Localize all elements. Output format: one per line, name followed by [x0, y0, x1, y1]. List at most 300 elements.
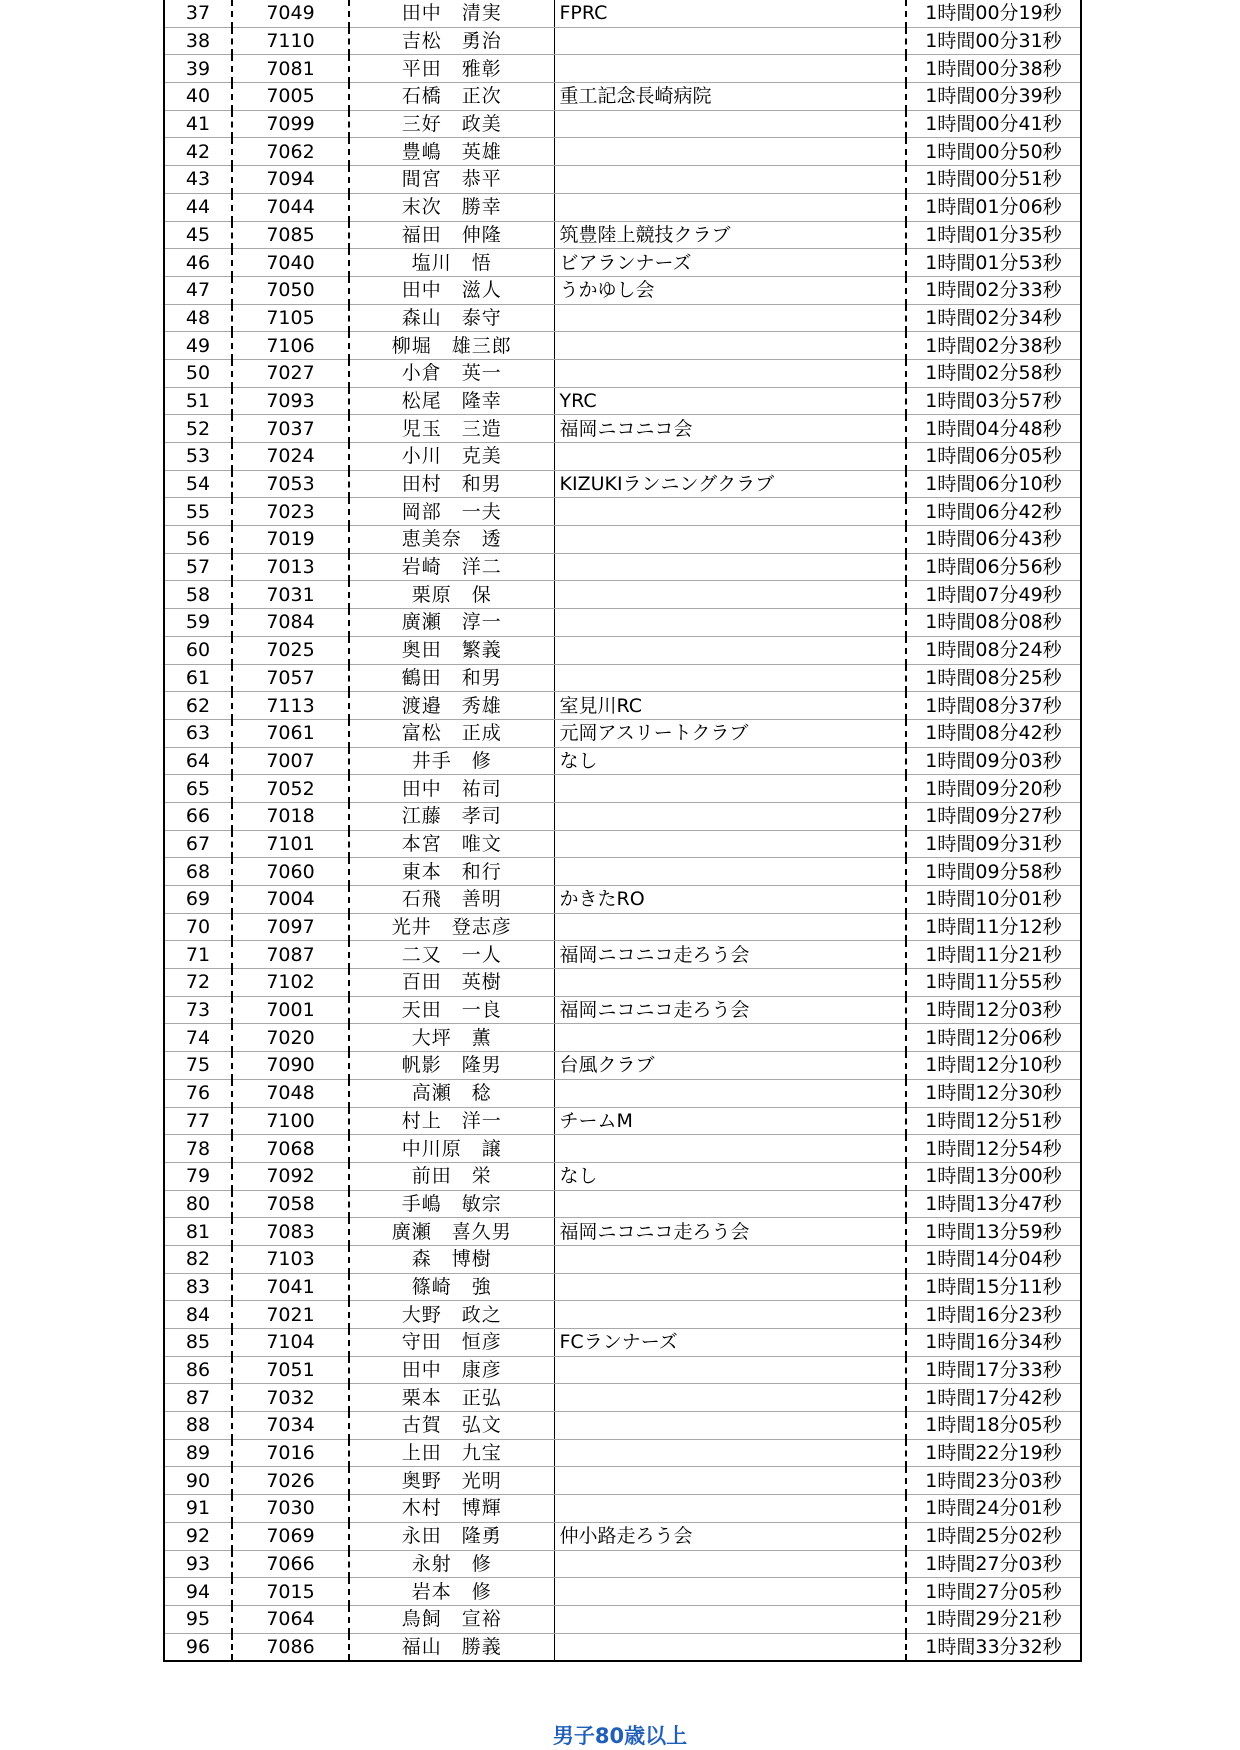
rank-cell: 79	[164, 1162, 232, 1190]
rank-cell: 49	[164, 332, 232, 360]
bib-number-cell: 7086	[232, 1633, 349, 1661]
club-name-cell	[554, 830, 906, 858]
bib-number-cell: 7062	[232, 138, 349, 166]
rank-cell: 40	[164, 83, 232, 111]
rank-cell: 87	[164, 1384, 232, 1412]
table-row	[164, 1190, 1081, 1218]
club-name-cell	[554, 1439, 906, 1467]
runner-name-cell: 百田 英樹	[349, 969, 554, 997]
table-row	[164, 276, 1081, 304]
runner-name-cell: 江藤 孝司	[349, 802, 554, 830]
runner-name-cell: 守田 恒彦	[349, 1329, 554, 1357]
rank-cell: 45	[164, 221, 232, 249]
finish-time-cell: 1時間15分11秒	[906, 1273, 1081, 1301]
table-row	[164, 553, 1081, 581]
bib-number-cell: 7007	[232, 747, 349, 775]
bib-number-cell: 7110	[232, 27, 349, 55]
bib-number-cell: 7040	[232, 249, 349, 277]
rank-cell: 90	[164, 1467, 232, 1495]
finish-time-cell: 1時間12分54秒	[906, 1135, 1081, 1163]
table-row	[164, 1273, 1081, 1301]
finish-time-cell: 1時間11分12秒	[906, 913, 1081, 941]
runner-name-cell: 児玉 三造	[349, 415, 554, 443]
club-name-cell	[554, 110, 906, 138]
club-name-cell	[554, 1245, 906, 1273]
table-row	[164, 27, 1081, 55]
finish-time-cell: 1時間02分34秒	[906, 304, 1081, 332]
table-row	[164, 359, 1081, 387]
finish-time-cell: 1時間06分05秒	[906, 443, 1081, 471]
rank-cell: 38	[164, 27, 232, 55]
runner-name-cell: 篠崎 強	[349, 1273, 554, 1301]
club-name-cell: 福岡ニコニコ走ろう会	[554, 941, 906, 969]
runner-name-cell: 田村 和男	[349, 470, 554, 498]
club-name-cell	[554, 359, 906, 387]
runner-name-cell: 柳堀 雄三郎	[349, 332, 554, 360]
bib-number-cell: 7100	[232, 1107, 349, 1135]
finish-time-cell: 1時間27分03秒	[906, 1550, 1081, 1578]
finish-time-cell: 1時間13分47秒	[906, 1190, 1081, 1218]
bib-number-cell: 7048	[232, 1079, 349, 1107]
rank-cell: 84	[164, 1301, 232, 1329]
finish-time-cell: 1時間00分31秒	[906, 27, 1081, 55]
rank-cell: 65	[164, 775, 232, 803]
runner-name-cell: 永田 隆勇	[349, 1522, 554, 1550]
runner-name-cell: 田中 康彦	[349, 1356, 554, 1384]
bib-number-cell: 7025	[232, 636, 349, 664]
table-row	[164, 581, 1081, 609]
rank-cell: 71	[164, 941, 232, 969]
club-name-cell	[554, 581, 906, 609]
table-row	[164, 1079, 1081, 1107]
finish-time-cell: 1時間12分03秒	[906, 996, 1081, 1024]
club-name-cell	[554, 193, 906, 221]
bib-number-cell: 7030	[232, 1495, 349, 1523]
bib-number-cell: 7083	[232, 1218, 349, 1246]
table-row	[164, 1245, 1081, 1273]
runner-name-cell: 天田 一良	[349, 996, 554, 1024]
runner-name-cell: 間宮 恭平	[349, 166, 554, 194]
rank-cell: 57	[164, 553, 232, 581]
runner-name-cell: 中川原 譲	[349, 1135, 554, 1163]
table-row	[164, 1522, 1081, 1550]
table-row	[164, 304, 1081, 332]
club-name-cell: なし	[554, 1162, 906, 1190]
finish-time-cell: 1時間09分58秒	[906, 858, 1081, 886]
rank-cell: 37	[164, 0, 232, 27]
finish-time-cell: 1時間02分38秒	[906, 332, 1081, 360]
club-name-cell	[554, 1024, 906, 1052]
rank-cell: 92	[164, 1522, 232, 1550]
rank-cell: 53	[164, 443, 232, 471]
rank-cell: 70	[164, 913, 232, 941]
runner-name-cell: 本宮 唯文	[349, 830, 554, 858]
bib-number-cell: 7049	[232, 0, 349, 27]
club-name-cell: 筑豊陸上競技クラブ	[554, 221, 906, 249]
club-name-cell: 福岡ニコニコ走ろう会	[554, 996, 906, 1024]
finish-time-cell: 1時間12分06秒	[906, 1024, 1081, 1052]
rank-cell: 96	[164, 1633, 232, 1661]
runner-name-cell: 井手 修	[349, 747, 554, 775]
runner-name-cell: 光井 登志彦	[349, 913, 554, 941]
runner-name-cell: 永射 修	[349, 1550, 554, 1578]
bib-number-cell: 7018	[232, 802, 349, 830]
club-name-cell: 重工記念長崎病院	[554, 83, 906, 111]
finish-time-cell: 1時間06分43秒	[906, 526, 1081, 554]
rank-cell: 47	[164, 276, 232, 304]
finish-time-cell: 1時間27分05秒	[906, 1578, 1081, 1606]
club-name-cell	[554, 1384, 906, 1412]
rank-cell: 61	[164, 664, 232, 692]
table-row	[164, 1329, 1081, 1357]
table-row	[164, 1024, 1081, 1052]
club-name-cell: 福岡ニコニコ会	[554, 415, 906, 443]
rank-cell: 66	[164, 802, 232, 830]
table-row	[164, 0, 1081, 27]
finish-time-cell: 1時間14分04秒	[906, 1245, 1081, 1273]
bib-number-cell: 7090	[232, 1052, 349, 1080]
finish-time-cell: 1時間00分41秒	[906, 110, 1081, 138]
runner-name-cell: 田中 清実	[349, 0, 554, 27]
finish-time-cell: 1時間02分33秒	[906, 276, 1081, 304]
table-row	[164, 332, 1081, 360]
club-name-cell	[554, 1356, 906, 1384]
bib-number-cell: 7044	[232, 193, 349, 221]
club-name-cell	[554, 636, 906, 664]
finish-time-cell: 1時間12分30秒	[906, 1079, 1081, 1107]
club-name-cell	[554, 913, 906, 941]
bib-number-cell: 7057	[232, 664, 349, 692]
club-name-cell: 元岡アスリートクラブ	[554, 719, 906, 747]
rank-cell: 44	[164, 193, 232, 221]
finish-time-cell: 1時間16分23秒	[906, 1301, 1081, 1329]
runner-name-cell: 豊嶋 英雄	[349, 138, 554, 166]
table-row	[164, 636, 1081, 664]
runner-name-cell: 田中 滋人	[349, 276, 554, 304]
finish-time-cell: 1時間08分25秒	[906, 664, 1081, 692]
bib-number-cell: 7102	[232, 969, 349, 997]
table-row	[164, 193, 1081, 221]
table-row	[164, 1356, 1081, 1384]
club-name-cell: FCランナーズ	[554, 1329, 906, 1357]
rank-cell: 77	[164, 1107, 232, 1135]
club-name-cell	[554, 498, 906, 526]
bib-number-cell: 7023	[232, 498, 349, 526]
finish-time-cell: 1時間23分03秒	[906, 1467, 1081, 1495]
club-name-cell	[554, 1301, 906, 1329]
rank-cell: 42	[164, 138, 232, 166]
runner-name-cell: 手嶋 敏宗	[349, 1190, 554, 1218]
bib-number-cell: 7020	[232, 1024, 349, 1052]
club-name-cell	[554, 304, 906, 332]
rank-cell: 63	[164, 719, 232, 747]
rank-cell: 93	[164, 1550, 232, 1578]
bib-number-cell: 7097	[232, 913, 349, 941]
rank-cell: 54	[164, 470, 232, 498]
bib-number-cell: 7027	[232, 359, 349, 387]
finish-time-cell: 1時間01分53秒	[906, 249, 1081, 277]
bib-number-cell: 7103	[232, 1245, 349, 1273]
runner-name-cell: 福田 伸隆	[349, 221, 554, 249]
rank-cell: 89	[164, 1439, 232, 1467]
table-row	[164, 1162, 1081, 1190]
runner-name-cell: 塩川 悟	[349, 249, 554, 277]
table-row	[164, 221, 1081, 249]
club-name-cell: 台風クラブ	[554, 1052, 906, 1080]
bib-number-cell: 7019	[232, 526, 349, 554]
rank-cell: 41	[164, 110, 232, 138]
runner-name-cell: 岩本 修	[349, 1578, 554, 1606]
bib-number-cell: 7037	[232, 415, 349, 443]
table-row	[164, 1550, 1081, 1578]
rank-cell: 74	[164, 1024, 232, 1052]
club-name-cell	[554, 664, 906, 692]
finish-time-cell: 1時間07分49秒	[906, 581, 1081, 609]
bib-number-cell: 7041	[232, 1273, 349, 1301]
finish-time-cell: 1時間24分01秒	[906, 1495, 1081, 1523]
finish-time-cell: 1時間02分58秒	[906, 359, 1081, 387]
finish-time-cell: 1時間18分05秒	[906, 1412, 1081, 1440]
club-name-cell	[554, 802, 906, 830]
table-row	[164, 858, 1081, 886]
club-name-cell	[554, 1273, 906, 1301]
runner-name-cell: 森 博樹	[349, 1245, 554, 1273]
runner-name-cell: 帆影 隆男	[349, 1052, 554, 1080]
bib-number-cell: 7081	[232, 55, 349, 83]
runner-name-cell: 古賀 弘文	[349, 1412, 554, 1440]
finish-time-cell: 1時間01分35秒	[906, 221, 1081, 249]
club-name-cell: チームM	[554, 1107, 906, 1135]
runner-name-cell: 富松 正成	[349, 719, 554, 747]
club-name-cell	[554, 1633, 906, 1661]
club-name-cell	[554, 1467, 906, 1495]
bib-number-cell: 7001	[232, 996, 349, 1024]
club-name-cell: 福岡ニコニコ走ろう会	[554, 1218, 906, 1246]
runner-name-cell: 木村 博輝	[349, 1495, 554, 1523]
rank-cell: 64	[164, 747, 232, 775]
rank-cell: 59	[164, 609, 232, 637]
bib-number-cell: 7032	[232, 1384, 349, 1412]
club-name-cell	[554, 1605, 906, 1633]
rank-cell: 58	[164, 581, 232, 609]
bib-number-cell: 7050	[232, 276, 349, 304]
bib-number-cell: 7051	[232, 1356, 349, 1384]
rank-cell: 43	[164, 166, 232, 194]
finish-time-cell: 1時間22分19秒	[906, 1439, 1081, 1467]
bib-number-cell: 7004	[232, 886, 349, 914]
table-row	[164, 1467, 1081, 1495]
rank-cell: 86	[164, 1356, 232, 1384]
table-row	[164, 969, 1081, 997]
finish-time-cell: 1時間08分42秒	[906, 719, 1081, 747]
club-name-cell: うかゆし会	[554, 276, 906, 304]
table-row	[164, 470, 1081, 498]
runner-name-cell: 岩崎 洋二	[349, 553, 554, 581]
finish-time-cell: 1時間00分51秒	[906, 166, 1081, 194]
club-name-cell	[554, 609, 906, 637]
club-name-cell	[554, 775, 906, 803]
table-row	[164, 1633, 1081, 1661]
bib-number-cell: 7113	[232, 692, 349, 720]
bib-number-cell: 7052	[232, 775, 349, 803]
table-row	[164, 1439, 1081, 1467]
table-row	[164, 913, 1081, 941]
rank-cell: 48	[164, 304, 232, 332]
finish-time-cell: 1時間11分55秒	[906, 969, 1081, 997]
runner-name-cell: 恵美奈 透	[349, 526, 554, 554]
table-row	[164, 415, 1081, 443]
rank-cell: 76	[164, 1079, 232, 1107]
runner-name-cell: 奥野 光明	[349, 1467, 554, 1495]
rank-cell: 94	[164, 1578, 232, 1606]
bib-number-cell: 7013	[232, 553, 349, 581]
rank-cell: 73	[164, 996, 232, 1024]
bib-number-cell: 7060	[232, 858, 349, 886]
finish-time-cell: 1時間08分37秒	[906, 692, 1081, 720]
table-row	[164, 664, 1081, 692]
club-name-cell	[554, 443, 906, 471]
bib-number-cell: 7092	[232, 1162, 349, 1190]
table-row	[164, 1495, 1081, 1523]
bib-number-cell: 7106	[232, 332, 349, 360]
table-row	[164, 387, 1081, 415]
runner-name-cell: 大野 政之	[349, 1301, 554, 1329]
club-name-cell	[554, 1495, 906, 1523]
rank-cell: 52	[164, 415, 232, 443]
finish-time-cell: 1時間01分06秒	[906, 193, 1081, 221]
runner-name-cell: 末次 勝幸	[349, 193, 554, 221]
rank-cell: 39	[164, 55, 232, 83]
results-table	[163, 0, 1082, 1662]
bib-number-cell: 7099	[232, 110, 349, 138]
runner-name-cell: 小倉 英一	[349, 359, 554, 387]
rank-cell: 78	[164, 1135, 232, 1163]
bib-number-cell: 7094	[232, 166, 349, 194]
runner-name-cell: 岡部 一夫	[349, 498, 554, 526]
club-name-cell	[554, 27, 906, 55]
table-row	[164, 498, 1081, 526]
bib-number-cell: 7021	[232, 1301, 349, 1329]
table-row	[164, 1578, 1081, 1606]
bib-number-cell: 7034	[232, 1412, 349, 1440]
club-name-cell: ビアランナーズ	[554, 249, 906, 277]
club-name-cell	[554, 138, 906, 166]
club-name-cell: FPRC	[554, 0, 906, 27]
finish-time-cell: 1時間00分38秒	[906, 55, 1081, 83]
club-name-cell: 仲小路走ろう会	[554, 1522, 906, 1550]
finish-time-cell: 1時間17分42秒	[906, 1384, 1081, 1412]
table-row	[164, 1384, 1081, 1412]
finish-time-cell: 1時間12分10秒	[906, 1052, 1081, 1080]
bib-number-cell: 7024	[232, 443, 349, 471]
bib-number-cell: 7026	[232, 1467, 349, 1495]
runner-name-cell: 栗本 正弘	[349, 1384, 554, 1412]
section-heading-men-80-plus: 男子80歳以上	[552, 1724, 688, 1748]
bib-number-cell: 7061	[232, 719, 349, 747]
rank-cell: 95	[164, 1605, 232, 1633]
finish-time-cell: 1時間00分50秒	[906, 138, 1081, 166]
bib-number-cell: 7084	[232, 609, 349, 637]
bib-number-cell: 7104	[232, 1329, 349, 1357]
finish-time-cell: 1時間10分01秒	[906, 886, 1081, 914]
runner-name-cell: 森山 泰守	[349, 304, 554, 332]
runner-name-cell: 前田 栄	[349, 1162, 554, 1190]
results-body	[164, 0, 1081, 1661]
club-name-cell	[554, 1578, 906, 1606]
bib-number-cell: 7064	[232, 1605, 349, 1633]
runner-name-cell: 田中 祐司	[349, 775, 554, 803]
table-row	[164, 443, 1081, 471]
bib-number-cell: 7085	[232, 221, 349, 249]
runner-name-cell: 高瀬 稔	[349, 1079, 554, 1107]
bib-number-cell: 7031	[232, 581, 349, 609]
finish-time-cell: 1時間09分20秒	[906, 775, 1081, 803]
rank-cell: 81	[164, 1218, 232, 1246]
runner-name-cell: 二又 一人	[349, 941, 554, 969]
rank-cell: 85	[164, 1329, 232, 1357]
rank-cell: 56	[164, 526, 232, 554]
rank-cell: 91	[164, 1495, 232, 1523]
finish-time-cell: 1時間06分10秒	[906, 470, 1081, 498]
runner-name-cell: 廣瀬 淳一	[349, 609, 554, 637]
runner-name-cell: 小川 克美	[349, 443, 554, 471]
club-name-cell	[554, 858, 906, 886]
finish-time-cell: 1時間13分59秒	[906, 1218, 1081, 1246]
table-row	[164, 138, 1081, 166]
runner-name-cell: 松尾 隆幸	[349, 387, 554, 415]
bib-number-cell: 7058	[232, 1190, 349, 1218]
table-row	[164, 830, 1081, 858]
club-name-cell	[554, 526, 906, 554]
bib-number-cell: 7005	[232, 83, 349, 111]
finish-time-cell: 1時間29分21秒	[906, 1605, 1081, 1633]
club-name-cell: かきたRO	[554, 886, 906, 914]
table-row	[164, 83, 1081, 111]
runner-name-cell: 東本 和行	[349, 858, 554, 886]
bib-number-cell: 7053	[232, 470, 349, 498]
finish-time-cell: 1時間06分42秒	[906, 498, 1081, 526]
runner-name-cell: 鳥飼 宣裕	[349, 1605, 554, 1633]
rank-cell: 82	[164, 1245, 232, 1273]
bib-number-cell: 7066	[232, 1550, 349, 1578]
finish-time-cell: 1時間25分02秒	[906, 1522, 1081, 1550]
club-name-cell	[554, 1412, 906, 1440]
club-name-cell	[554, 969, 906, 997]
finish-time-cell: 1時間00分39秒	[906, 83, 1081, 111]
runner-name-cell: 三好 政美	[349, 110, 554, 138]
table-row	[164, 1412, 1081, 1440]
rank-cell: 88	[164, 1412, 232, 1440]
table-row	[164, 110, 1081, 138]
finish-time-cell: 1時間04分48秒	[906, 415, 1081, 443]
table-row	[164, 1218, 1081, 1246]
finish-time-cell: 1時間03分57秒	[906, 387, 1081, 415]
rank-cell: 62	[164, 692, 232, 720]
club-name-cell	[554, 166, 906, 194]
rank-cell: 72	[164, 969, 232, 997]
table-row	[164, 775, 1081, 803]
table-row	[164, 249, 1081, 277]
rank-cell: 83	[164, 1273, 232, 1301]
club-name-cell: KIZUKIランニングクラブ	[554, 470, 906, 498]
table-row	[164, 719, 1081, 747]
finish-time-cell: 1時間12分51秒	[906, 1107, 1081, 1135]
club-name-cell: YRC	[554, 387, 906, 415]
runner-name-cell: 村上 洋一	[349, 1107, 554, 1135]
rank-cell: 67	[164, 830, 232, 858]
table-row	[164, 802, 1081, 830]
runner-name-cell: 吉松 勇治	[349, 27, 554, 55]
